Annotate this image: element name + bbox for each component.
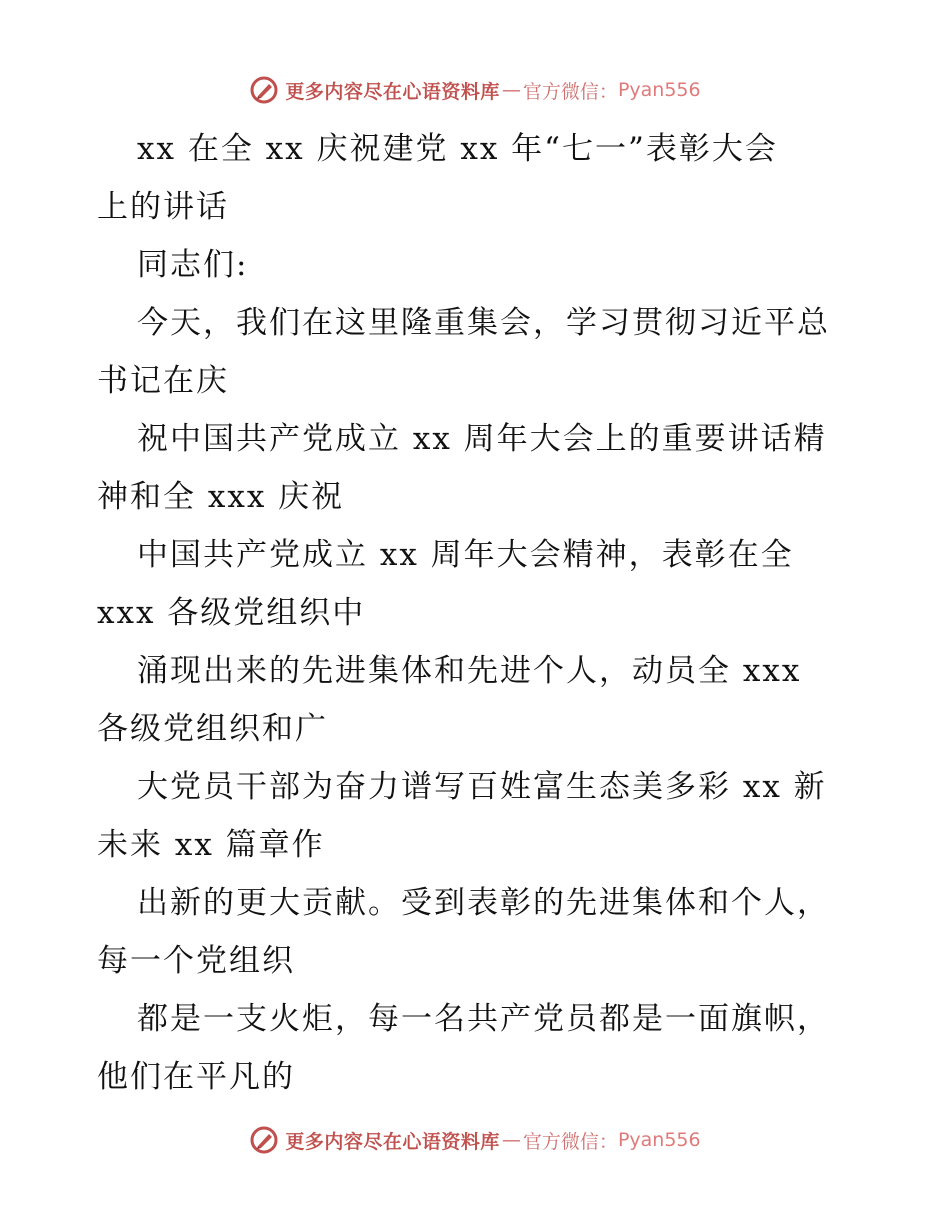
banner-separator: — — [501, 79, 521, 101]
pen-circle-logo-icon — [249, 75, 279, 105]
title-line-1: xx 在全 xx 庆祝建党 xx 年“七一”表彰大会 — [137, 131, 778, 167]
paragraph-line: 都是一支火炬，每一名共产党员都是一面旗帜， — [137, 1001, 830, 1037]
salutation: 同志们: — [137, 247, 249, 283]
paragraph-line: 中国共产党成立 xx 周年大会精神，表彰在全 — [137, 537, 794, 573]
header-banner — [0, 70, 950, 110]
paragraph-line: 神和全 xxx 庆祝 — [97, 479, 345, 515]
banner-wechat-label: 官方微信： — [522, 80, 618, 103]
paragraph-line: 大党员干部为奋力谱写百姓富生态美多彩 xx 新 — [137, 769, 827, 805]
paragraph-line: 每一个党组织 — [97, 943, 295, 979]
title-line-2: 上的讲话 — [97, 189, 229, 225]
paragraph-line: 出新的更大贡献。受到表彰的先进集体和个人， — [137, 885, 830, 921]
document-body — [97, 120, 857, 1106]
banner-text: 更多内容尽在心语资料库 — [285, 1130, 500, 1153]
paragraph-line: 他们在平凡的 — [97, 1059, 295, 1095]
paragraph-line: 今天，我们在这里隆重集会，学习贯彻习近平总 — [137, 305, 830, 341]
paragraph-line: 各级党组织和广 — [97, 711, 328, 747]
banner-text: 更多内容尽在心语资料库 — [285, 80, 500, 103]
banner-account: Pyan556 — [617, 79, 701, 101]
paragraph-line: 祝中国共产党成立 xx 周年大会上的重要讲话精 — [137, 421, 827, 457]
banner-account: Pyan556 — [617, 1129, 701, 1151]
paragraph-line: xxx 各级党组织中 — [97, 595, 366, 631]
paragraph-line: 书记在庆 — [97, 363, 229, 399]
paragraph-line: 涌现出来的先进集体和先进个人，动员全 xxx — [137, 653, 802, 689]
banner-wechat-label: 官方微信： — [522, 1130, 618, 1153]
pen-circle-logo-icon — [249, 1125, 279, 1155]
paragraph-line: 未来 xx 篇章作 — [97, 827, 325, 863]
banner-separator: — — [501, 1129, 521, 1151]
footer-banner — [0, 1120, 950, 1160]
